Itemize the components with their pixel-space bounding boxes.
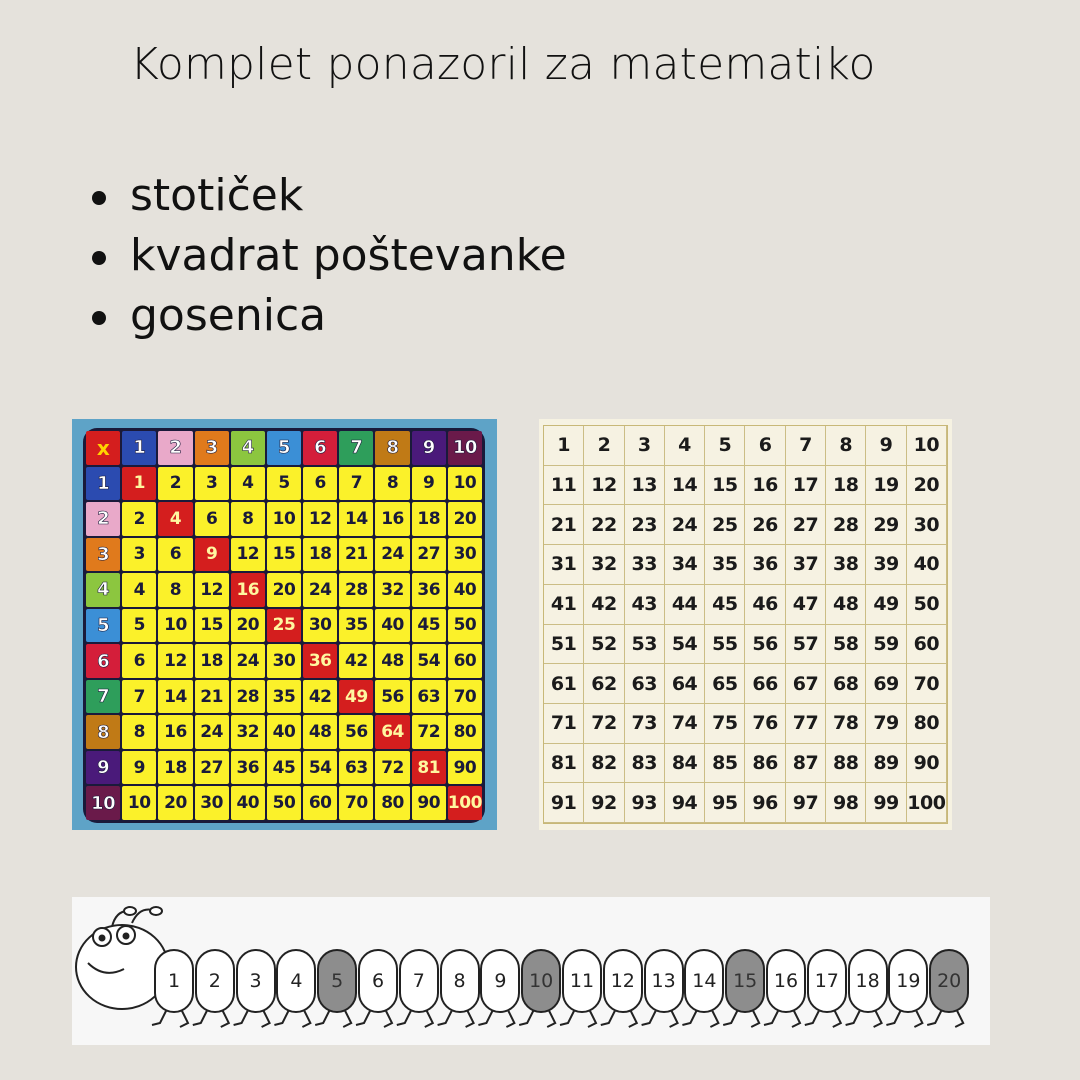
product-cell: 20 (231, 609, 265, 643)
hundred-cell: 69 (866, 664, 906, 704)
hundred-cell: 37 (786, 545, 826, 585)
product-cell: 60 (303, 786, 337, 820)
hundred-cell: 74 (665, 704, 705, 744)
hundred-cell: 100 (907, 783, 947, 823)
product-cell: 10 (158, 609, 192, 643)
hundred-cell: 64 (665, 664, 705, 704)
product-cell: 36 (231, 751, 265, 785)
hundred-cell: 19 (866, 466, 906, 506)
product-cell: 72 (375, 751, 409, 785)
hundred-cell: 25 (705, 505, 745, 545)
caterpillar-segment: 12 (603, 949, 643, 1013)
product-cell: 6 (122, 644, 156, 678)
hundred-cell: 62 (584, 664, 624, 704)
product-cell: 8 (375, 467, 409, 501)
caterpillar-segment: 2 (195, 949, 235, 1013)
product-cell: 36 (303, 644, 337, 678)
product-cell: 4 (122, 573, 156, 607)
product-cell: 16 (375, 502, 409, 536)
caterpillar-image (72, 897, 990, 1045)
column-header-cell: 2 (158, 431, 192, 465)
hundred-cell: 84 (665, 744, 705, 784)
hundred-cell: 45 (705, 585, 745, 625)
hundred-cell: 13 (625, 466, 665, 506)
hundred-cell: 17 (786, 466, 826, 506)
caterpillar-leg-icon (438, 1011, 474, 1027)
caterpillar-segment: 20 (929, 949, 969, 1013)
hundred-cell: 60 (907, 625, 947, 665)
bullet-text: kvadrat poštevanke (130, 230, 567, 281)
product-cell: 20 (448, 502, 482, 536)
product-cell: 42 (339, 644, 373, 678)
caterpillar-leg-icon (478, 1011, 514, 1027)
bullet-item (88, 166, 567, 226)
product-cell: 20 (267, 573, 301, 607)
caterpillar-segment: 1 (154, 949, 194, 1013)
product-cell: 12 (195, 573, 229, 607)
product-cell: 49 (339, 680, 373, 714)
product-cell: 21 (339, 538, 373, 572)
hundred-cell: 70 (907, 664, 947, 704)
hundred-cell: 47 (786, 585, 826, 625)
product-cell: 50 (267, 786, 301, 820)
hundred-cell: 65 (705, 664, 745, 704)
product-cell: 24 (195, 715, 229, 749)
product-cell: 90 (448, 751, 482, 785)
hundred-cell: 38 (826, 545, 866, 585)
product-cell: 80 (448, 715, 482, 749)
product-cell: 21 (195, 680, 229, 714)
hundred-cell: 34 (665, 545, 705, 585)
hundred-cell: 14 (665, 466, 705, 506)
product-cell: 16 (231, 573, 265, 607)
caterpillar-segment: 5 (317, 949, 357, 1013)
product-cell: 54 (412, 644, 446, 678)
hundred-cell: 94 (665, 783, 705, 823)
caterpillar-segment: 15 (725, 949, 765, 1013)
hundred-cell: 58 (826, 625, 866, 665)
caterpillar-leg-icon (397, 1011, 433, 1027)
hundred-cell: 30 (907, 505, 947, 545)
product-cell: 12 (303, 502, 337, 536)
hundred-cell: 81 (544, 744, 584, 784)
product-cell: 40 (448, 573, 482, 607)
hundred-cell: 86 (745, 744, 785, 784)
caterpillar-segment: 6 (358, 949, 398, 1013)
hundred-cell: 2 (584, 426, 624, 466)
hundred-cell: 39 (866, 545, 906, 585)
caterpillar-segment: 11 (562, 949, 602, 1013)
hundred-cell: 4 (665, 426, 705, 466)
product-cell: 24 (303, 573, 337, 607)
hundred-cell: 57 (786, 625, 826, 665)
hundred-cell: 46 (745, 585, 785, 625)
hundred-cell: 3 (625, 426, 665, 466)
hundred-cell: 5 (705, 426, 745, 466)
product-cell: 35 (339, 609, 373, 643)
product-cell: 28 (339, 573, 373, 607)
hundred-cell: 85 (705, 744, 745, 784)
column-header-cell: 3 (195, 431, 229, 465)
caterpillar-segment: 17 (807, 949, 847, 1013)
caterpillar-segment: 10 (521, 949, 561, 1013)
hundred-cell: 9 (866, 426, 906, 466)
caterpillar-leg-icon (560, 1011, 596, 1027)
product-cell: 70 (448, 680, 482, 714)
product-cell: 7 (122, 680, 156, 714)
hundred-cell: 55 (705, 625, 745, 665)
row-header-cell: 9 (86, 751, 120, 785)
product-cell: 30 (195, 786, 229, 820)
hundred-cell: 82 (584, 744, 624, 784)
column-header-cell: 5 (267, 431, 301, 465)
hundred-cell: 48 (826, 585, 866, 625)
hundred-cell: 97 (786, 783, 826, 823)
hundred-cell: 33 (625, 545, 665, 585)
hundred-cell: 90 (907, 744, 947, 784)
caterpillar-segment: 3 (236, 949, 276, 1013)
product-cell: 6 (303, 467, 337, 501)
hundred-cell: 92 (584, 783, 624, 823)
product-cell: 8 (158, 573, 192, 607)
product-cell: 12 (158, 644, 192, 678)
hundred-cell: 22 (584, 505, 624, 545)
bullet-item (88, 286, 567, 346)
hundred-cell: 41 (544, 585, 584, 625)
hundred-square-image (539, 419, 952, 830)
product-cell: 60 (448, 644, 482, 678)
product-cell: 40 (267, 715, 301, 749)
row-header-cell: 2 (86, 502, 120, 536)
hundred-cell: 99 (866, 783, 906, 823)
column-header-cell: 9 (412, 431, 446, 465)
caterpillar-segment: 19 (888, 949, 928, 1013)
product-cell: 70 (339, 786, 373, 820)
hundred-cell: 63 (625, 664, 665, 704)
hundred-cell: 91 (544, 783, 584, 823)
bullet-dot-icon (92, 191, 106, 205)
product-cell: 30 (448, 538, 482, 572)
hundred-cell: 67 (786, 664, 826, 704)
hundred-cell: 1 (544, 426, 584, 466)
hundred-cell: 44 (665, 585, 705, 625)
hundred-cell: 6 (745, 426, 785, 466)
hundred-cell: 15 (705, 466, 745, 506)
hundred-cell: 75 (705, 704, 745, 744)
hundred-cell: 56 (745, 625, 785, 665)
caterpillar-leg-icon (642, 1011, 678, 1027)
product-cell: 9 (412, 467, 446, 501)
product-cell: 10 (267, 502, 301, 536)
hundred-cell: 10 (907, 426, 947, 466)
multiplication-grid (83, 428, 485, 823)
caterpillar-leg-icon (315, 1011, 351, 1027)
product-cell: 15 (267, 538, 301, 572)
product-cell: 2 (122, 502, 156, 536)
caterpillar-leg-icon (682, 1011, 718, 1027)
hundred-cell: 49 (866, 585, 906, 625)
product-cell: 12 (231, 538, 265, 572)
caterpillar-segment: 13 (644, 949, 684, 1013)
hundred-grid (543, 425, 948, 824)
hundred-cell: 77 (786, 704, 826, 744)
hundred-cell: 27 (786, 505, 826, 545)
hundred-cell: 21 (544, 505, 584, 545)
product-cell: 5 (122, 609, 156, 643)
caterpillar-leg-icon (234, 1011, 270, 1027)
hundred-cell: 36 (745, 545, 785, 585)
caterpillar-leg-icon (846, 1011, 882, 1027)
bullet-dot-icon (92, 311, 106, 325)
bullet-text: stotiček (130, 170, 304, 221)
hundred-cell: 20 (907, 466, 947, 506)
hundred-cell: 29 (866, 505, 906, 545)
row-header-cell: 6 (86, 644, 120, 678)
hundred-cell: 76 (745, 704, 785, 744)
product-cell: 81 (412, 751, 446, 785)
bullet-dot-icon (92, 251, 106, 265)
hundred-cell: 7 (786, 426, 826, 466)
product-cell: 18 (303, 538, 337, 572)
product-cell: 20 (158, 786, 192, 820)
row-header-cell: 5 (86, 609, 120, 643)
product-cell: 30 (267, 644, 301, 678)
product-cell: 27 (412, 538, 446, 572)
product-cell: 4 (158, 502, 192, 536)
hundred-cell: 32 (584, 545, 624, 585)
column-header-cell: 7 (339, 431, 373, 465)
hundred-cell: 79 (866, 704, 906, 744)
hundred-cell: 54 (665, 625, 705, 665)
hundred-cell: 8 (826, 426, 866, 466)
caterpillar-segment: 14 (684, 949, 724, 1013)
column-header-cell: 10 (448, 431, 482, 465)
caterpillar-segment: 9 (480, 949, 520, 1013)
product-cell: 32 (231, 715, 265, 749)
caterpillar-segment: 4 (276, 949, 316, 1013)
product-cell: 50 (448, 609, 482, 643)
hundred-cell: 93 (625, 783, 665, 823)
hundred-cell: 61 (544, 664, 584, 704)
hundred-cell: 23 (625, 505, 665, 545)
hundred-cell: 98 (826, 783, 866, 823)
caterpillar-leg-icon (356, 1011, 392, 1027)
caterpillar-leg-icon (764, 1011, 800, 1027)
caterpillar-leg-icon (193, 1011, 229, 1027)
multiplication-square-image (72, 419, 497, 830)
product-cell: 48 (375, 644, 409, 678)
product-cell: 63 (412, 680, 446, 714)
hundred-cell: 52 (584, 625, 624, 665)
product-cell: 6 (158, 538, 192, 572)
multiplication-corner-cell: x (86, 431, 120, 465)
caterpillar-leg-icon (927, 1011, 963, 1027)
row-header-cell: 4 (86, 573, 120, 607)
hundred-cell: 43 (625, 585, 665, 625)
hundred-cell: 71 (544, 704, 584, 744)
product-cell: 63 (339, 751, 373, 785)
product-cell: 40 (375, 609, 409, 643)
column-header-cell: 8 (375, 431, 409, 465)
product-cell: 14 (158, 680, 192, 714)
product-cell: 8 (231, 502, 265, 536)
row-header-cell: 8 (86, 715, 120, 749)
product-cell: 28 (231, 680, 265, 714)
caterpillar-leg-icon (152, 1011, 188, 1027)
product-cell: 5 (267, 467, 301, 501)
caterpillar-leg-icon (805, 1011, 841, 1027)
product-cell: 4 (231, 467, 265, 501)
product-cell: 9 (195, 538, 229, 572)
hundred-cell: 53 (625, 625, 665, 665)
hundred-cell: 16 (745, 466, 785, 506)
row-header-cell: 3 (86, 538, 120, 572)
hundred-cell: 83 (625, 744, 665, 784)
hundred-cell: 12 (584, 466, 624, 506)
product-cell: 2 (158, 467, 192, 501)
product-cell: 45 (267, 751, 301, 785)
product-cell: 7 (339, 467, 373, 501)
hundred-cell: 51 (544, 625, 584, 665)
hundred-cell: 96 (745, 783, 785, 823)
hundred-cell: 11 (544, 466, 584, 506)
product-cell: 30 (303, 609, 337, 643)
product-cell: 14 (339, 502, 373, 536)
caterpillar-leg-icon (601, 1011, 637, 1027)
bullet-list (88, 166, 567, 346)
product-cell: 56 (339, 715, 373, 749)
caterpillar-segment: 16 (766, 949, 806, 1013)
column-header-cell: 6 (303, 431, 337, 465)
caterpillar-leg-icon (274, 1011, 310, 1027)
hundred-cell: 87 (786, 744, 826, 784)
row-header-cell: 1 (86, 467, 120, 501)
product-cell: 54 (303, 751, 337, 785)
hundred-cell: 80 (907, 704, 947, 744)
product-cell: 24 (231, 644, 265, 678)
product-cell: 72 (412, 715, 446, 749)
hundred-cell: 35 (705, 545, 745, 585)
hundred-cell: 28 (826, 505, 866, 545)
hundred-cell: 88 (826, 744, 866, 784)
page-title: Komplet ponazoril za matematiko (130, 39, 876, 90)
column-header-cell: 4 (231, 431, 265, 465)
hundred-cell: 72 (584, 704, 624, 744)
product-cell: 18 (158, 751, 192, 785)
product-cell: 27 (195, 751, 229, 785)
hundred-cell: 24 (665, 505, 705, 545)
product-cell: 10 (448, 467, 482, 501)
product-cell: 25 (267, 609, 301, 643)
product-cell: 56 (375, 680, 409, 714)
hundred-cell: 40 (907, 545, 947, 585)
product-cell: 48 (303, 715, 337, 749)
product-cell: 6 (195, 502, 229, 536)
product-cell: 80 (375, 786, 409, 820)
hundred-cell: 78 (826, 704, 866, 744)
hundred-cell: 89 (866, 744, 906, 784)
hundred-cell: 18 (826, 466, 866, 506)
product-cell: 16 (158, 715, 192, 749)
row-header-cell: 7 (86, 680, 120, 714)
caterpillar-segment: 7 (399, 949, 439, 1013)
caterpillar-leg-icon (723, 1011, 759, 1027)
product-cell: 18 (195, 644, 229, 678)
hundred-cell: 26 (745, 505, 785, 545)
column-header-cell: 1 (122, 431, 156, 465)
hundred-cell: 42 (584, 585, 624, 625)
caterpillar-segment: 8 (440, 949, 480, 1013)
product-cell: 42 (303, 680, 337, 714)
hundred-cell: 95 (705, 783, 745, 823)
row-header-cell: 10 (86, 786, 120, 820)
hundred-cell: 59 (866, 625, 906, 665)
product-cell: 18 (412, 502, 446, 536)
product-cell: 90 (412, 786, 446, 820)
product-cell: 9 (122, 751, 156, 785)
product-cell: 100 (448, 786, 482, 820)
hundred-cell: 73 (625, 704, 665, 744)
product-cell: 64 (375, 715, 409, 749)
product-cell: 35 (267, 680, 301, 714)
product-cell: 3 (122, 538, 156, 572)
hundred-cell: 31 (544, 545, 584, 585)
caterpillar-leg-icon (519, 1011, 555, 1027)
caterpillar-leg-icon (886, 1011, 922, 1027)
caterpillar-segment: 18 (848, 949, 888, 1013)
bullet-text: gosenica (130, 290, 327, 341)
product-cell: 10 (122, 786, 156, 820)
product-cell: 40 (231, 786, 265, 820)
product-cell: 3 (195, 467, 229, 501)
product-cell: 1 (122, 467, 156, 501)
hundred-cell: 68 (826, 664, 866, 704)
product-cell: 8 (122, 715, 156, 749)
product-cell: 24 (375, 538, 409, 572)
product-cell: 32 (375, 573, 409, 607)
hundred-cell: 50 (907, 585, 947, 625)
hundred-cell: 66 (745, 664, 785, 704)
product-cell: 36 (412, 573, 446, 607)
product-cell: 15 (195, 609, 229, 643)
bullet-item (88, 226, 567, 286)
product-cell: 45 (412, 609, 446, 643)
